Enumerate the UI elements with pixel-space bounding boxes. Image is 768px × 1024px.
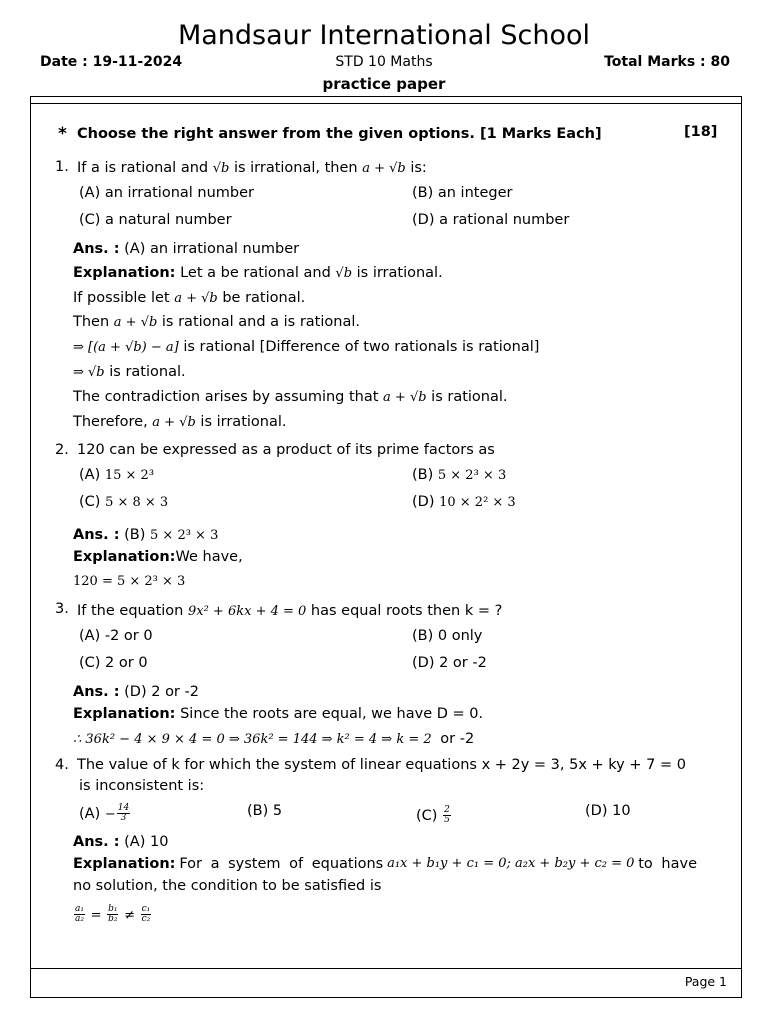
q3-explanation-tail: or -2 <box>440 731 475 747</box>
q1-exp-l6b: is rational. <box>431 389 508 405</box>
total-marks: Total Marks : 80 <box>604 54 730 70</box>
q3-text <box>77 604 502 619</box>
q1-exp-l5m: ⇒ √b <box>73 365 105 380</box>
q1-exp-l3a: Then <box>73 314 110 330</box>
q2-explanation <box>73 550 243 565</box>
q1-exp-l2b: be rational. <box>222 290 306 306</box>
q2-option-c-value: 5 × 8 × 3 <box>105 495 169 510</box>
q4-explanation-line-1 <box>73 857 697 872</box>
q1-exp-l7b: is irrational. <box>200 414 287 430</box>
q4-option-b: (B) 5 <box>247 803 283 819</box>
q2-text: 120 can be expressed as a product of its prime factors as <box>77 442 495 458</box>
q4-answer-text: (A) 10 <box>124 834 169 850</box>
q2-option-d <box>412 495 516 510</box>
q3-option-b: (B) 0 only <box>412 628 483 644</box>
q3-option-c: (C) 2 or 0 <box>79 655 148 671</box>
q1-text <box>77 161 427 176</box>
q1-option-b: (B) an integer <box>412 185 513 201</box>
q4-text-line-2: is inconsistent is: <box>79 778 205 794</box>
q1-explanation-line-3 <box>73 315 360 330</box>
q4-frac-b <box>107 905 118 925</box>
q4-option-a-fraction <box>117 804 130 824</box>
q1-exp-l5b: is rational. <box>109 364 186 380</box>
q2-answer-label: Ans. : <box>73 527 120 543</box>
q1-exp-l2a: If possible let <box>73 290 170 306</box>
q4-option-a-den: 3 <box>120 813 127 824</box>
q1-text-a: If a is rational and <box>77 160 209 176</box>
q3-explanation <box>73 707 483 722</box>
q4-option-c-fraction <box>443 806 451 826</box>
q2-option-a <box>79 468 154 483</box>
q1-explanation-label: Explanation: <box>73 265 176 281</box>
q2-option-a-value: 15 × 2³ <box>104 468 155 483</box>
q2-answer <box>73 528 218 543</box>
q2-option-d-value: 10 × 2² × 3 <box>439 495 516 510</box>
q4-option-a-label: (A) <box>79 805 101 822</box>
q4-option-c-num: 2 <box>444 805 450 815</box>
q2-option-b-value: 5 × 2³ × 3 <box>437 468 507 483</box>
q2-explanation-math: 120 = 5 × 2³ × 3 <box>73 574 186 589</box>
q4-option-a-sign: − <box>104 806 116 822</box>
q1-explanation-line-5 <box>73 365 186 380</box>
q1-exp-l2m: a + √b <box>174 291 218 306</box>
q2-answer-prefix: (B) <box>124 527 146 543</box>
q4-option-c <box>416 806 452 826</box>
q4-explanation-text-a: For a system of equations <box>179 856 384 872</box>
q3-explanation-text: Since the roots are equal, we have D = 0. <box>180 706 484 722</box>
q1-exp-l6a: The contradiction arises by assuming that <box>73 389 379 405</box>
q2-explanation-label: Explanation: <box>73 549 176 565</box>
q1-answer-text: (A) an irrational number <box>124 241 300 257</box>
q4-explanation-text-b: to have <box>638 856 697 872</box>
school-title: Mandsaur International School <box>177 20 591 51</box>
q1-expr-sqrt-b: √b <box>212 161 230 176</box>
section-instruction: Choose the right answer from the given options. [1 Marks Each] <box>77 126 602 142</box>
q4-frac-c-num: c₁ <box>141 904 151 914</box>
q3-answer-label: Ans. : <box>73 684 120 700</box>
q4-option-a-num: 14 <box>117 803 130 813</box>
section-marks: [18] <box>684 124 718 140</box>
q3-number: 3. <box>55 601 69 617</box>
q1-exp-l3b: is rational and a is rational. <box>161 314 360 330</box>
q2-option-a-label: (A) <box>79 467 101 483</box>
q4-answer-label: Ans. : <box>73 834 120 850</box>
q1-exp-l1b: is irrational. <box>356 265 443 281</box>
q4-not-equal-sign: ≠ <box>124 907 135 923</box>
class-subject: STD 10 Maths <box>335 54 433 70</box>
q1-expr-a-plus-sqrt-b: a + √b <box>362 161 406 176</box>
q4-option-d: (D) 10 <box>585 803 631 819</box>
q1-option-d: (D) a rational number <box>412 212 570 228</box>
q4-text-line-1: The value of k for which the system of linear equations x + 2y = 3, 5x + ky + 7 = 0 <box>77 757 686 773</box>
q2-option-c-label: (C) <box>79 494 101 510</box>
q1-exp-l1m: √b <box>335 266 353 281</box>
exam-date: Date : 19-11-2024 <box>40 54 183 70</box>
q1-option-c: (C) a natural number <box>79 212 232 228</box>
q3-option-a: (A) -2 or 0 <box>79 628 153 644</box>
q4-frac-c-den: c₂ <box>141 914 151 925</box>
q4-answer <box>73 835 168 850</box>
q2-option-c <box>79 495 168 510</box>
q3-option-d: (D) 2 or -2 <box>412 655 487 671</box>
q1-exp-l4b: is rational [Difference of two rationals is rational] <box>183 339 540 355</box>
q3-explanation-math: ∴ 36k² − 4 × 9 × 4 = 0 ⇒ 36k² = 144 ⇒ k² = 4 ⇒ k = 2 <box>73 732 432 747</box>
q2-number: 2. <box>55 442 69 458</box>
q2-answer-value: 5 × 2³ × 3 <box>150 528 219 543</box>
q2-option-b-label: (B) <box>412 467 434 483</box>
q1-explanation-line-2 <box>73 291 305 306</box>
q4-explanation-label: Explanation: <box>73 856 176 872</box>
q1-number: 1. <box>55 159 69 175</box>
footer-divider <box>30 968 742 969</box>
q4-frac-b-den: b₂ <box>108 914 118 925</box>
q1-exp-l3m: a + √b <box>113 315 158 330</box>
q2-option-b <box>412 468 506 483</box>
q1-option-a: (A) an irrational number <box>79 185 254 201</box>
q4-frac-c <box>141 905 152 925</box>
paper-type: practice paper <box>322 75 446 93</box>
q1-exp-l6m: a + √b <box>383 390 427 405</box>
q4-equals-sign: = <box>90 907 102 923</box>
q3-answer-text: (D) 2 or -2 <box>124 684 199 700</box>
q4-number: 4. <box>55 757 69 773</box>
q3-text-a: If the equation <box>77 603 184 619</box>
q3-text-b: has equal roots then k = ? <box>310 603 503 619</box>
q3-answer <box>73 685 199 700</box>
q1-exp-l1a: Let a be rational and <box>180 265 331 281</box>
q1-exp-l4m: ⇒ [(a + √b) − a] <box>73 340 179 355</box>
q1-answer-label: Ans. : <box>73 241 120 257</box>
q4-explanation-condition <box>73 905 152 925</box>
q4-frac-a-num: a₁ <box>75 904 84 914</box>
q4-frac-a-den: a₂ <box>75 914 84 925</box>
q4-explanation-line-2: no solution, the condition to be satisfied is <box>73 878 382 894</box>
q1-explanation-line-6 <box>73 390 508 405</box>
q1-exp-l7a: Therefore, <box>73 414 148 430</box>
q4-frac-a <box>74 905 85 925</box>
q1-exp-l7m: a + √b <box>152 415 196 430</box>
q4-frac-b-num: b₁ <box>108 904 118 914</box>
q4-option-c-den: 5 <box>444 815 450 826</box>
q3-explanation-math-line <box>73 732 474 747</box>
q3-equation: 9x² + 6kx + 4 = 0 <box>187 604 307 619</box>
q1-answer <box>73 242 299 257</box>
q2-option-d-label: (D) <box>412 494 435 510</box>
q1-text-c: is: <box>410 160 427 176</box>
q2-explanation-text: We have, <box>175 549 243 565</box>
header-divider <box>30 103 742 104</box>
q3-explanation-label: Explanation: <box>73 706 176 722</box>
q1-explanation-line-7 <box>73 415 287 430</box>
q4-option-c-label: (C) <box>416 807 438 824</box>
q4-explanation-equations: a₁x + b₁y + c₁ = 0; a₂x + b₂y + c₂ = 0 <box>387 856 635 871</box>
page-number: Page 1 <box>684 974 727 989</box>
q4-option-a <box>79 804 131 824</box>
q1-explanation-line-1 <box>73 266 443 281</box>
q1-text-b: is irrational, then <box>233 160 358 176</box>
section-bullet: * <box>58 124 67 144</box>
q1-explanation-line-4 <box>73 340 539 355</box>
